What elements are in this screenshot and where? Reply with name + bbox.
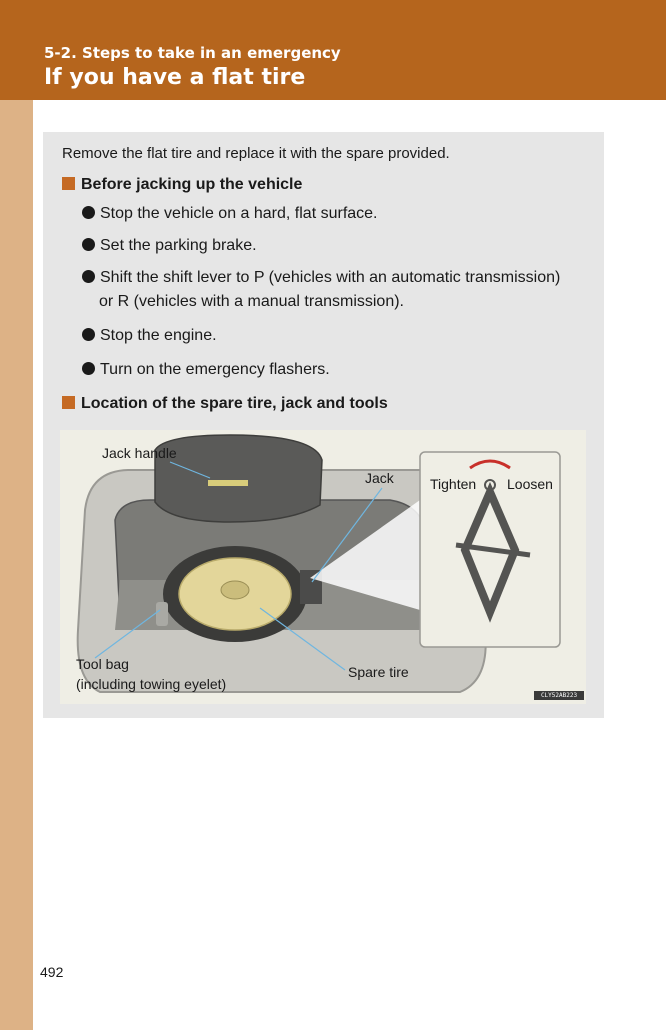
label-loosen: Loosen (507, 476, 553, 492)
list-item (82, 266, 560, 314)
square-bullet-icon (62, 177, 75, 190)
subheading-text: Location of the spare tire, jack and tools (81, 395, 388, 412)
tool-bag-shape (156, 602, 168, 626)
bullet-icon (82, 362, 95, 375)
figure-code: CLY52AB223 (534, 691, 584, 700)
list-item (82, 202, 378, 226)
list-item-text: Shift the shift lever to P (vehicles with an automatic transmission) (100, 269, 561, 286)
bullet-icon (82, 328, 95, 341)
list-item-text: Stop the engine. (100, 327, 217, 344)
label-tighten: Tighten (430, 476, 477, 492)
page-title: If you have a flat tire (44, 65, 306, 90)
label-tool-bag: Tool bag (76, 656, 129, 672)
label-tool-bag-detail: (including towing eyelet) (76, 676, 227, 692)
label-jack-handle: Jack handle (102, 445, 177, 461)
bullet-icon (82, 238, 95, 251)
subheading-location (62, 395, 388, 413)
trunk-figure (60, 430, 586, 704)
trunk-illustration (60, 430, 586, 704)
side-tab (0, 100, 33, 1030)
section-title: 5-2. Steps to take in an emergency (44, 44, 341, 62)
label-jack: Jack (365, 470, 394, 486)
label-spare-tire: Spare tire (348, 664, 409, 680)
list-item-text: Turn on the emergency flashers. (100, 361, 330, 378)
intro-text: Remove the flat tire and replace it with the spare provided. (62, 145, 450, 162)
jack-handle-shape (208, 480, 248, 486)
list-item (82, 324, 217, 348)
subheading-text: Before jacking up the vehicle (81, 176, 303, 193)
list-item-text: Stop the vehicle on a hard, flat surface. (100, 205, 378, 222)
bullet-icon (82, 206, 95, 219)
list-item-text: Set the parking brake. (100, 237, 257, 254)
square-bullet-icon (62, 396, 75, 409)
list-item (82, 234, 257, 258)
chapter-header (0, 0, 666, 100)
page-number: 492 (40, 964, 64, 980)
list-item-text-continued: or R (vehicles with a manual transmission). (99, 293, 404, 310)
bullet-icon (82, 270, 95, 283)
list-item (82, 358, 330, 382)
subheading-before-jacking (62, 176, 302, 194)
